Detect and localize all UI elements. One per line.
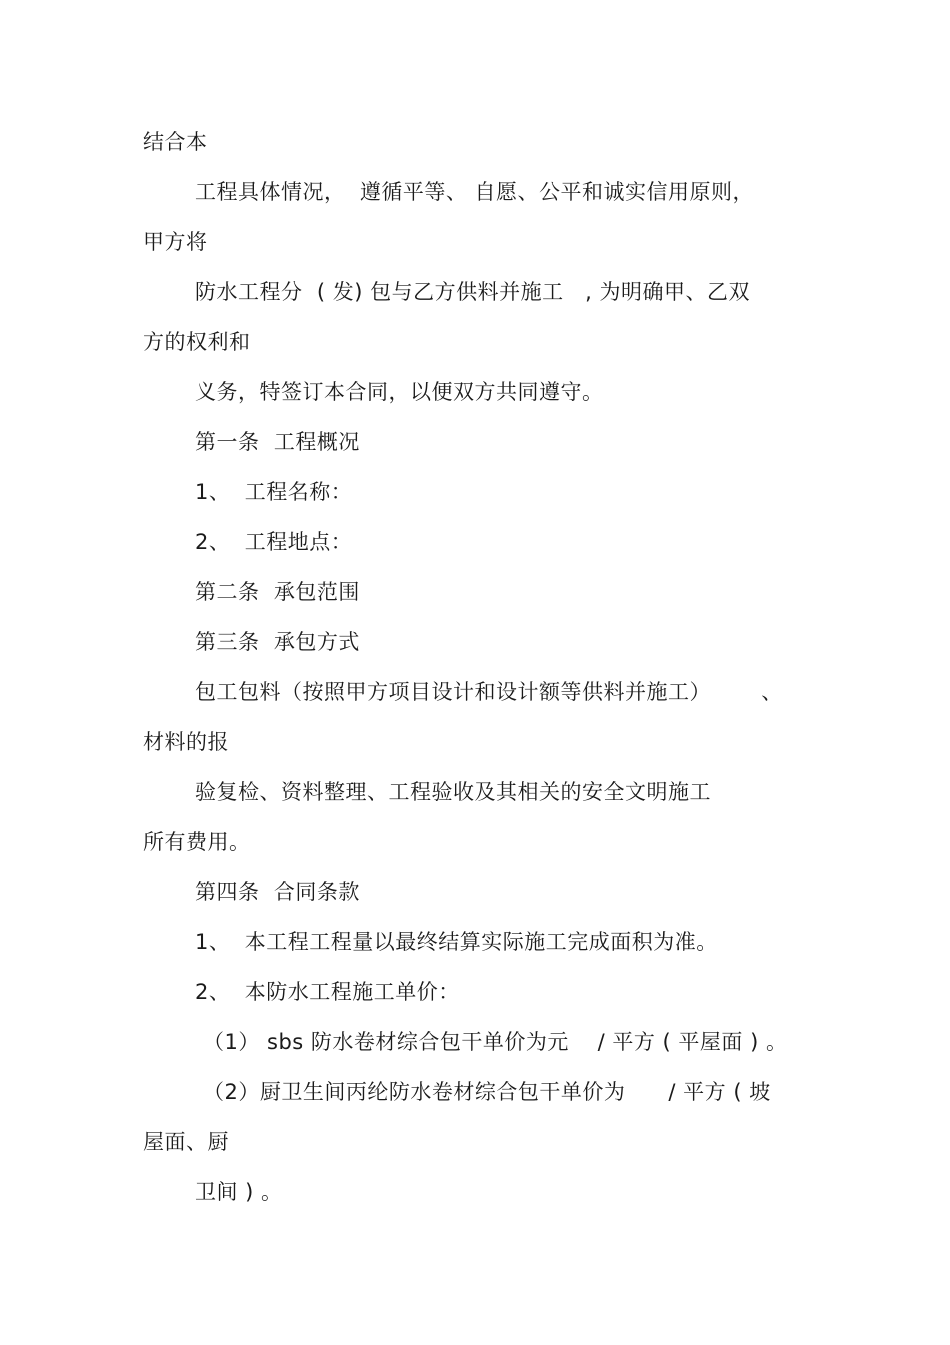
list-item: 2、 工程地点： [195,530,353,554]
list-item: （2）厨卫生间丙纶防水卷材综合包干单价为 / 平方 ( 坡 [203,1080,771,1104]
text-line: 工程具体情况， 遵循平等、 自愿、公平和诚实信用原则， [195,180,755,204]
text-line: 所有费用。 [143,830,251,854]
text-line: 包工包料（按照甲方项目设计和设计额等供料并施工） 、 [195,680,783,704]
text-line: 验复检、资料整理、工程验收及其相关的安全文明施工 [195,780,711,804]
text-line: 屋面、厨 [143,1130,229,1154]
text-line: 结合本 [143,130,208,154]
text-line: 方的权利和 [143,330,251,354]
section-heading: 第一条 工程概况 [195,430,360,454]
text-line: 义务，特签订本合同，以便双方共同遵守。 [195,380,604,404]
list-item: （1） sbs 防水卷材综合包干单价为元 / 平方 ( 平屋面 ) 。 [203,1030,788,1054]
list-item: 1、 本工程工程量以最终结算实际施工完成面积为准。 [195,930,718,954]
text-line: 材料的报 [143,730,229,754]
text-line: 卫间 ) 。 [195,1180,283,1204]
section-heading: 第二条 承包范围 [195,580,360,604]
section-heading: 第四条 合同条款 [195,880,360,904]
list-item: 1、 工程名称： [195,480,353,504]
text-line: 防水工程分 ( 发) 包与乙方供料并施工 , 为明确甲、乙双 [195,280,750,304]
section-heading: 第三条 承包方式 [195,630,360,654]
text-line: 甲方将 [143,230,208,254]
list-item: 2、 本防水工程施工单价： [195,980,460,1004]
